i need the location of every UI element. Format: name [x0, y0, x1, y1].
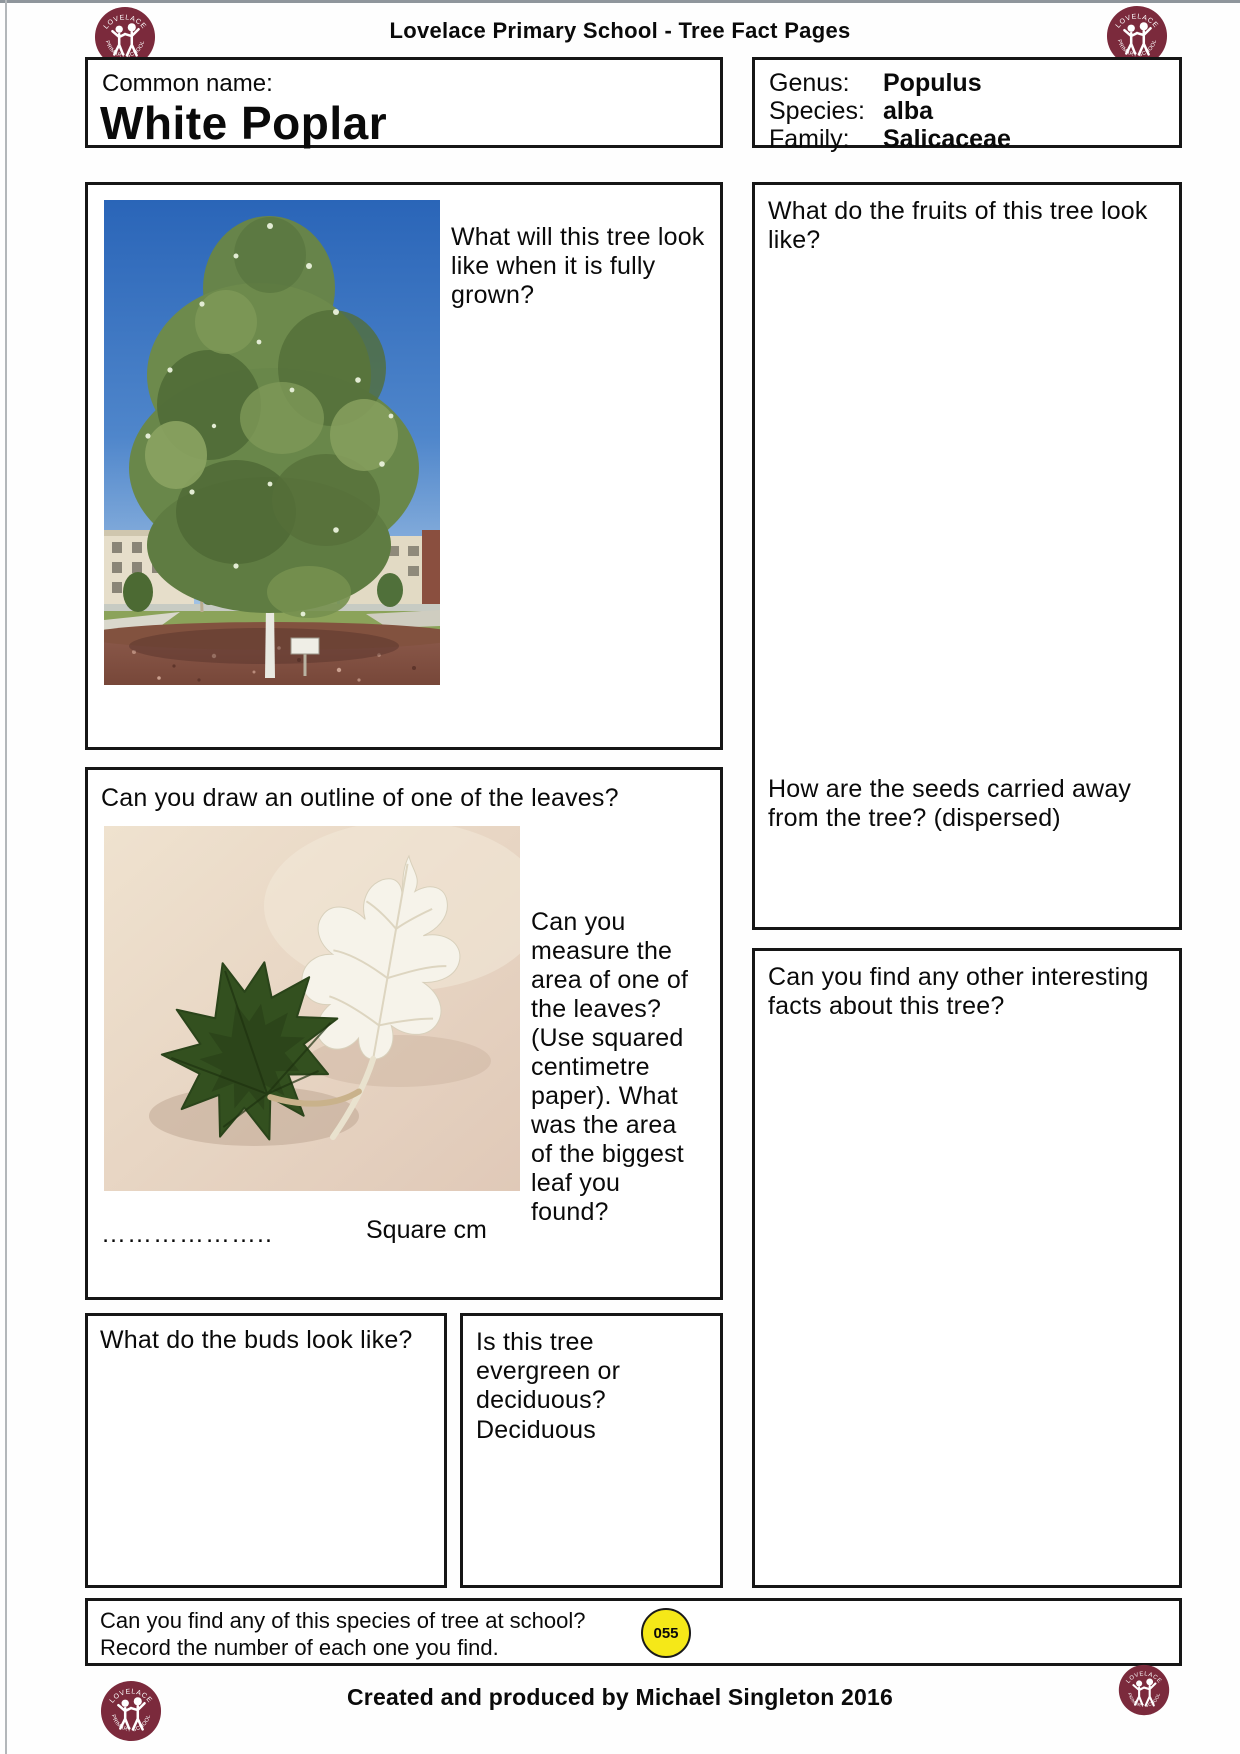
genus-value: Populus — [883, 69, 982, 97]
find-at-school-line2: Record the number of each one you find. — [100, 1635, 499, 1660]
buds-question: What do the buds look like? — [100, 1326, 413, 1354]
family-value: Salicaceae — [883, 125, 1011, 153]
taxonomy-table — [769, 69, 1011, 153]
taxonomy-row — [769, 125, 1011, 153]
fruits-box — [752, 182, 1182, 930]
find-at-school-box — [85, 1598, 1182, 1666]
evergreen-question: Is this tree evergreen or deciduous? — [476, 1328, 621, 1414]
evergreen-box — [460, 1313, 723, 1588]
taxonomy-row — [769, 69, 1011, 97]
answer-dotted-line: ……………….. — [101, 1220, 273, 1248]
common-name-label: Common name: — [102, 70, 273, 97]
seeds-question: How are the seeds carried away from the tree? (dispersed) — [768, 775, 1132, 832]
leaf-photo — [104, 826, 520, 1191]
tree-photo — [104, 200, 440, 685]
find-at-school-line1: Can you find any of this species of tree at school? — [100, 1608, 586, 1633]
page-number-badge: 055 — [641, 1608, 691, 1658]
page-title: Lovelace Primary School - Tree Fact Pages — [389, 18, 851, 43]
leaf-outline-question: Can you draw an outline of one of the leaves? — [101, 784, 619, 812]
taxonomy-row — [769, 97, 1011, 125]
taxonomy-box — [752, 57, 1182, 153]
common-name-box — [85, 57, 723, 148]
leaf-outline-box — [85, 767, 723, 1300]
species-label: Species: — [769, 97, 865, 125]
footer-credit: Created and produced by Michael Singleton 2016 — [347, 1684, 893, 1710]
common-name-value: White Poplar — [100, 97, 388, 149]
buds-box — [85, 1313, 447, 1588]
fruits-question: What do the fruits of this tree look like? — [768, 197, 1148, 254]
genus-label: Genus: — [769, 69, 850, 97]
fully-grown-question: What will this tree look like when it is fully grown? — [451, 223, 705, 309]
family-label: Family: — [769, 125, 850, 153]
interesting-facts-question: Can you find any other interesting facts about this tree? — [768, 963, 1149, 1020]
square-cm-label: Square cm — [366, 1216, 487, 1244]
fully-grown-box — [85, 182, 723, 750]
page-left-edge — [5, 0, 7, 1754]
evergreen-answer: Deciduous — [476, 1416, 596, 1444]
leaf-measure-question: Can you measure the area of one of the leaves? (Use squared centimetre paper). What was the area of the biggest leaf you found? — [531, 908, 689, 1226]
page-top-edge — [0, 0, 1240, 3]
school-logo — [1118, 1664, 1170, 1716]
interesting-facts-box — [752, 948, 1182, 1588]
species-value: alba — [883, 97, 934, 125]
